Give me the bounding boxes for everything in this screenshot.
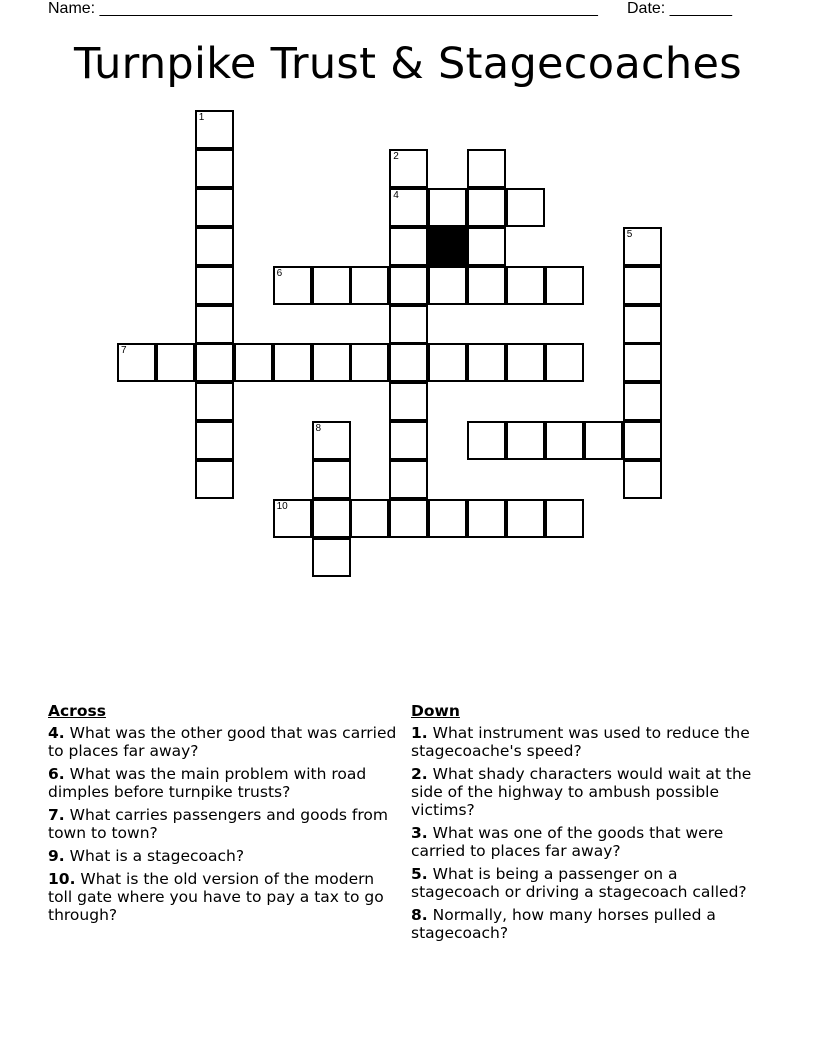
- grid-cell[interactable]: [389, 149, 428, 188]
- grid-cell[interactable]: [195, 266, 234, 305]
- grid-cell[interactable]: [623, 343, 662, 382]
- grid-cell[interactable]: [195, 460, 234, 499]
- grid-cell[interactable]: [195, 149, 234, 188]
- grid-cell[interactable]: [117, 343, 156, 382]
- grid-cell[interactable]: [195, 421, 234, 460]
- grid-cell[interactable]: [350, 266, 389, 305]
- across-clues: [48, 702, 403, 929]
- grid-cell[interactable]: [389, 343, 428, 382]
- grid-block: [428, 227, 467, 266]
- grid-cell[interactable]: [312, 538, 351, 577]
- grid-cell[interactable]: [545, 499, 584, 538]
- grid-cell[interactable]: [623, 227, 662, 266]
- grid-cell[interactable]: [312, 460, 351, 499]
- clue-number: 10: [276, 501, 288, 512]
- clue-number: 4: [393, 189, 399, 201]
- grid-cell[interactable]: [234, 343, 273, 382]
- grid-cell[interactable]: [389, 460, 428, 499]
- name-label: Name:: [48, 0, 96, 17]
- clue-across-4: 4. What was the other good that was carried to places far away?: [48, 724, 397, 760]
- clue-down-3: 3. What was one of the goods that were carried to places far away?: [411, 824, 724, 860]
- across-heading: Across: [48, 702, 106, 720]
- grid-cell[interactable]: [467, 188, 506, 227]
- grid-cell[interactable]: [428, 188, 467, 227]
- grid-cell[interactable]: [623, 421, 662, 460]
- grid-cell[interactable]: [428, 343, 467, 382]
- grid-cell[interactable]: [195, 227, 234, 266]
- grid-cell[interactable]: [623, 382, 662, 421]
- clue-across-10: 10. What is the old version of the modern toll gate where you have to pay a tax to go through?: [48, 870, 384, 924]
- grid-cell[interactable]: [467, 421, 506, 460]
- grid-cell[interactable]: [467, 149, 506, 188]
- grid-cell[interactable]: [312, 421, 351, 460]
- grid-cell[interactable]: [428, 499, 467, 538]
- grid-cell[interactable]: [195, 382, 234, 421]
- grid-cell[interactable]: [350, 499, 389, 538]
- grid-cell[interactable]: [506, 266, 545, 305]
- grid-cell[interactable]: [623, 266, 662, 305]
- grid-cell[interactable]: [312, 266, 351, 305]
- date-blank[interactable]: _______: [669, 0, 732, 17]
- grid-cell[interactable]: [389, 382, 428, 421]
- grid-cell[interactable]: [467, 227, 506, 266]
- clue-down-5: 5. What is being a passenger on a stagecoach or driving a stagecoach called?: [411, 865, 747, 901]
- clue-number: 8: [315, 423, 322, 435]
- grid-cell[interactable]: [545, 421, 584, 460]
- clue-number: 1: [198, 112, 205, 123]
- grid-cell[interactable]: [506, 499, 545, 538]
- grid-cell[interactable]: [623, 460, 662, 499]
- clue-across-6: 6. What was the main problem with road dimples before turnpike trusts?: [48, 765, 367, 801]
- date-label: Date:: [627, 0, 666, 17]
- clue-down-8: 8. Normally, how many horses pulled a stagecoach?: [411, 906, 716, 942]
- grid-cell[interactable]: [195, 305, 234, 344]
- clue-down-2: 2. What shady characters would wait at the side of the highway to ambush possible victims?: [411, 765, 752, 819]
- down-clues: [411, 702, 771, 947]
- grid-cell[interactable]: [389, 266, 428, 305]
- clue-number: 7: [121, 345, 127, 357]
- grid-cell[interactable]: [506, 421, 545, 460]
- grid-cell[interactable]: [312, 343, 351, 382]
- clue-across-7: 7. What carries passengers and goods from town to town?: [48, 806, 389, 842]
- grid-cell[interactable]: [389, 227, 428, 266]
- grid-cell[interactable]: [389, 499, 428, 538]
- grid-cell[interactable]: [156, 343, 195, 382]
- grid-cell[interactable]: [545, 266, 584, 305]
- clue-down-1: 1. What instrument was used to reduce the stagecoache's speed?: [411, 724, 750, 760]
- grid-cell[interactable]: [195, 343, 234, 382]
- page-title: Turnpike Trust & Stagecoaches: [74, 39, 742, 89]
- grid-cell[interactable]: [623, 305, 662, 344]
- grid-cell[interactable]: [312, 499, 351, 538]
- clue-number: 6: [276, 267, 283, 279]
- grid-cell[interactable]: [428, 266, 467, 305]
- grid-cell[interactable]: [389, 188, 428, 227]
- grid-cell[interactable]: [195, 110, 234, 149]
- grid-cell[interactable]: [389, 305, 428, 344]
- grid-cell[interactable]: [506, 188, 545, 227]
- grid-cell[interactable]: [195, 188, 234, 227]
- grid-cell[interactable]: [506, 343, 545, 382]
- grid-cell[interactable]: [350, 343, 389, 382]
- name-blank[interactable]: ________________________________________________________: [99, 0, 598, 17]
- clue-across-9: 9. What is a stagecoach?: [48, 847, 245, 865]
- grid-cell[interactable]: [584, 421, 623, 460]
- grid-cell[interactable]: [467, 266, 506, 305]
- grid-cell[interactable]: [467, 343, 506, 382]
- clue-number: 2: [393, 150, 399, 162]
- down-heading: Down: [411, 702, 460, 720]
- grid-cell[interactable]: [273, 343, 312, 382]
- grid-cell[interactable]: [389, 421, 428, 460]
- grid-cell[interactable]: [273, 266, 312, 305]
- grid-cell[interactable]: [273, 499, 312, 538]
- clue-number: 5: [626, 228, 633, 240]
- grid-cell[interactable]: [545, 343, 584, 382]
- grid-cell[interactable]: [467, 499, 506, 538]
